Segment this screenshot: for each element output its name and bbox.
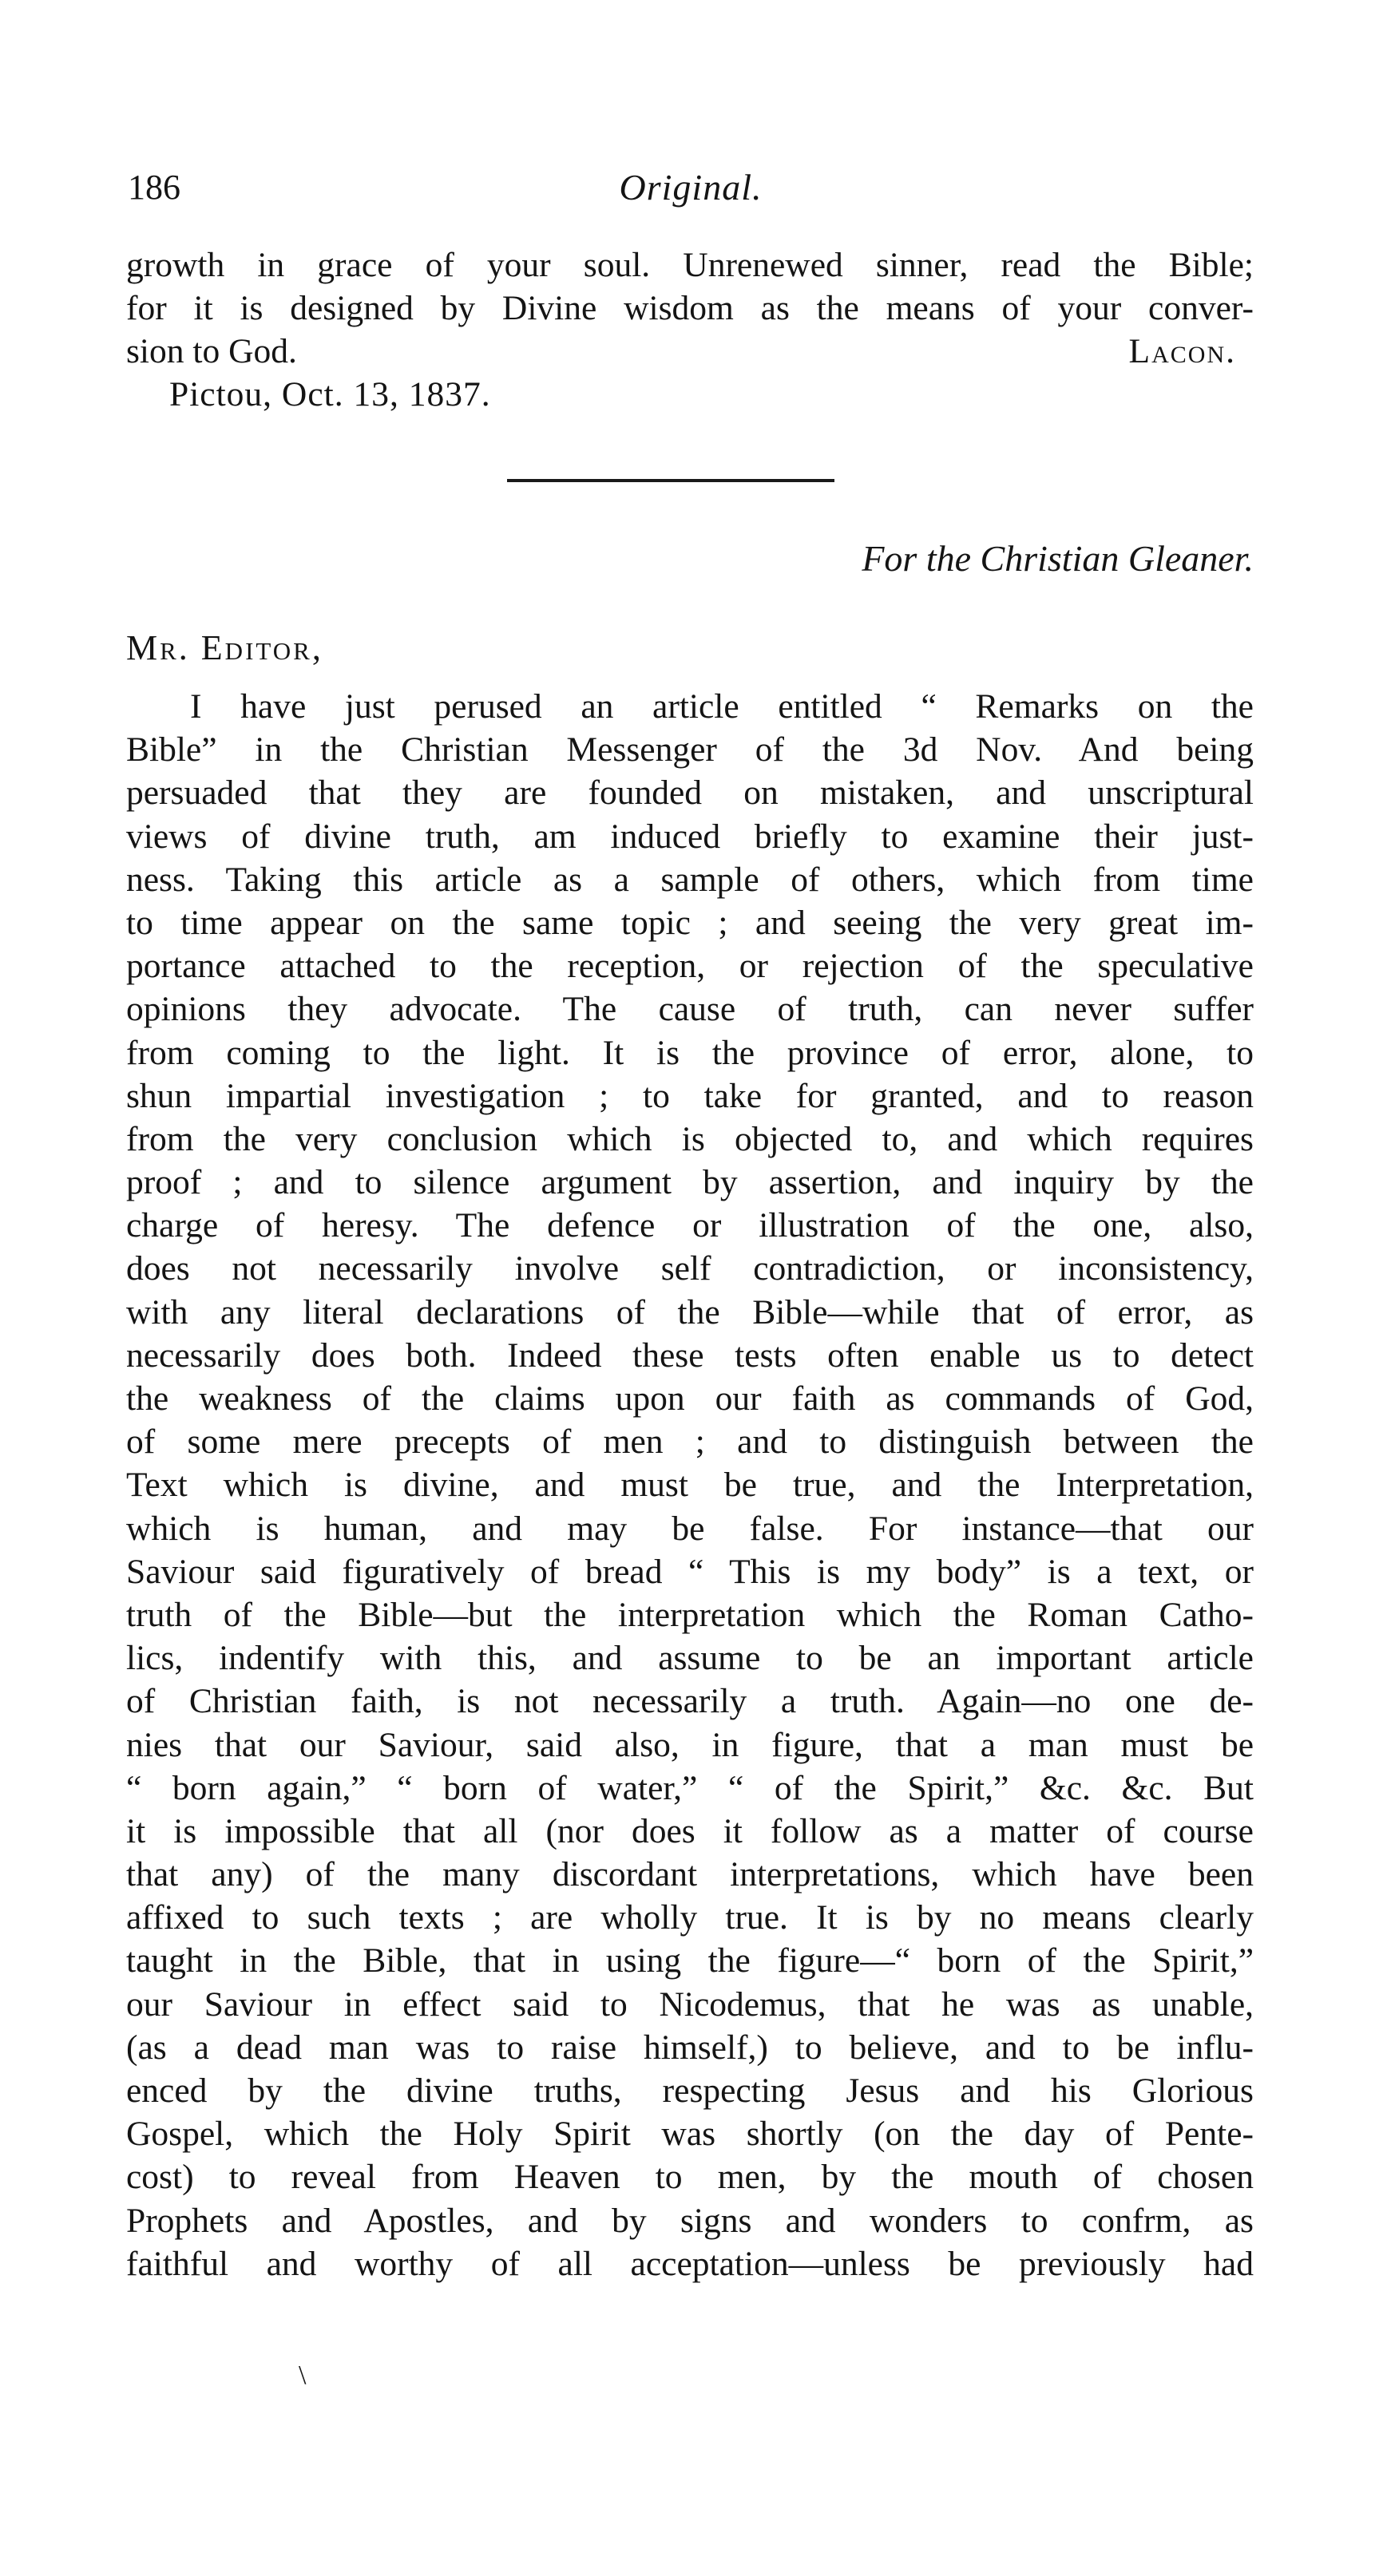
text-line: portance attached to the reception, or rejection of the speculative <box>126 947 1254 986</box>
text-line: our Saviour in effect said to Nicodemus, that he was as unable, <box>126 1984 1254 2024</box>
text-line: Bible” in the Christian Messenger of the 3d Nov. And being <box>126 730 1254 770</box>
text-line: nies that our Saviour, said also, in figure, that a man must be <box>126 1725 1254 1764</box>
text-line: views of divine truth, am induced briefly to examine their just- <box>126 817 1254 856</box>
text-line: from the very conclusion which is objected to, and which requires <box>126 1119 1254 1158</box>
text-line: (as a dead man was to raise himself,) to believe, and to be influ- <box>126 2028 1254 2067</box>
place-date: Pictou, Oct. 13, 1837. <box>169 375 491 414</box>
text-line: the weakness of the claims upon our faith as commands of God, <box>126 1379 1254 1418</box>
running-head: Original. <box>619 167 763 208</box>
text-line: Prophets and Apostles, and by signs and wonders to confrm, as <box>126 2201 1254 2240</box>
text-line: with any literal declarations of the Bible—while that of error, as <box>126 1292 1254 1332</box>
text-line: it is impossible that all (nor does it follow as a matter of course <box>126 1811 1254 1850</box>
text-line: faithful and worthy of all acceptation—unless be previously had <box>126 2244 1254 2283</box>
text-line: “ born again,” “ born of water,” “ of the Spirit,” &c. &c. But <box>126 1768 1254 1807</box>
previous-article-ending <box>126 243 1254 374</box>
page-mark: \ <box>299 2360 307 2390</box>
text-line: shun impartial investigation ; to take for granted, and to reason <box>126 1076 1254 1115</box>
text-line: that any) of the many discordant interpretations, which have been <box>126 1855 1254 1894</box>
text-line: of Christian faith, is not necessarily a truth. Again—no one de- <box>126 1682 1254 1721</box>
text-line: to time appear on the same topic ; and seeing the very great im- <box>126 903 1254 942</box>
text-line: ness. Taking this article as a sample of others, which from time <box>126 860 1254 899</box>
text-line: Saviour said figuratively of bread “ This is my body” is a text, or <box>126 1552 1254 1591</box>
text-line: growth in grace of your soul. Unrenewed sinner, read the Bible; <box>126 246 1254 284</box>
text-line: for it is designed by Divine wisdom as the means of your conver- <box>126 289 1254 328</box>
page-header <box>128 164 1254 212</box>
text-line: taught in the Bible, that in using the figure—“ born of the Spirit,” <box>126 1941 1254 1980</box>
text-line: opinions they advocate. The cause of truth, can never suffer <box>126 990 1254 1029</box>
article-body <box>126 685 1254 2285</box>
text-line: does not necessarily involve self contradiction, or inconsistency, <box>126 1249 1254 1288</box>
text-line: charge of heresy. The defence or illustration of the one, also, <box>126 1206 1254 1245</box>
text-line: persuaded that they are founded on mistaken, and unscriptural <box>126 774 1254 813</box>
author-signature: Lacon. <box>1128 332 1236 371</box>
page-number: 186 <box>128 168 180 207</box>
text-line: from coming to the light. It is the province of error, alone, to <box>126 1033 1254 1072</box>
text-line: sion to God. <box>126 332 297 371</box>
text-line: which is human, and may be false. For instance—that our <box>126 1509 1254 1548</box>
text-line: truth of the Bible—but the interpretation which the Roman Catho- <box>126 1595 1254 1634</box>
section-divider <box>507 479 834 482</box>
text-line: Gospel, which the Holy Spirit was shortly (on the day of Pente- <box>126 2115 1254 2154</box>
text-line: lics, indentify with this, and assume to be an important article <box>126 1639 1254 1678</box>
text-line: enced by the divine truths, respecting Jesus and his Glorious <box>126 2071 1254 2110</box>
salutation: Mr. Editor, <box>126 628 323 667</box>
text-line: Text which is divine, and must be true, and the Interpretation, <box>126 1466 1254 1505</box>
text-line: affixed to such texts ; are wholly true. It is by no means clearly <box>126 1898 1254 1937</box>
text-line: I have just perused an article entitled “ Remarks on the <box>190 687 1254 726</box>
text-line: cost) to reveal from Heaven to men, by the mouth of chosen <box>126 2158 1254 2197</box>
text-line: proof ; and to silence argument by assertion, and inquiry by the <box>126 1163 1254 1202</box>
text-line: necessarily does both. Indeed these tests often enable us to detect <box>126 1335 1254 1375</box>
signoff-line <box>126 330 1254 373</box>
article-source: For the Christian Gleaner. <box>862 538 1254 579</box>
text-line: of some mere precepts of men ; and to distinguish between the <box>126 1423 1254 1462</box>
